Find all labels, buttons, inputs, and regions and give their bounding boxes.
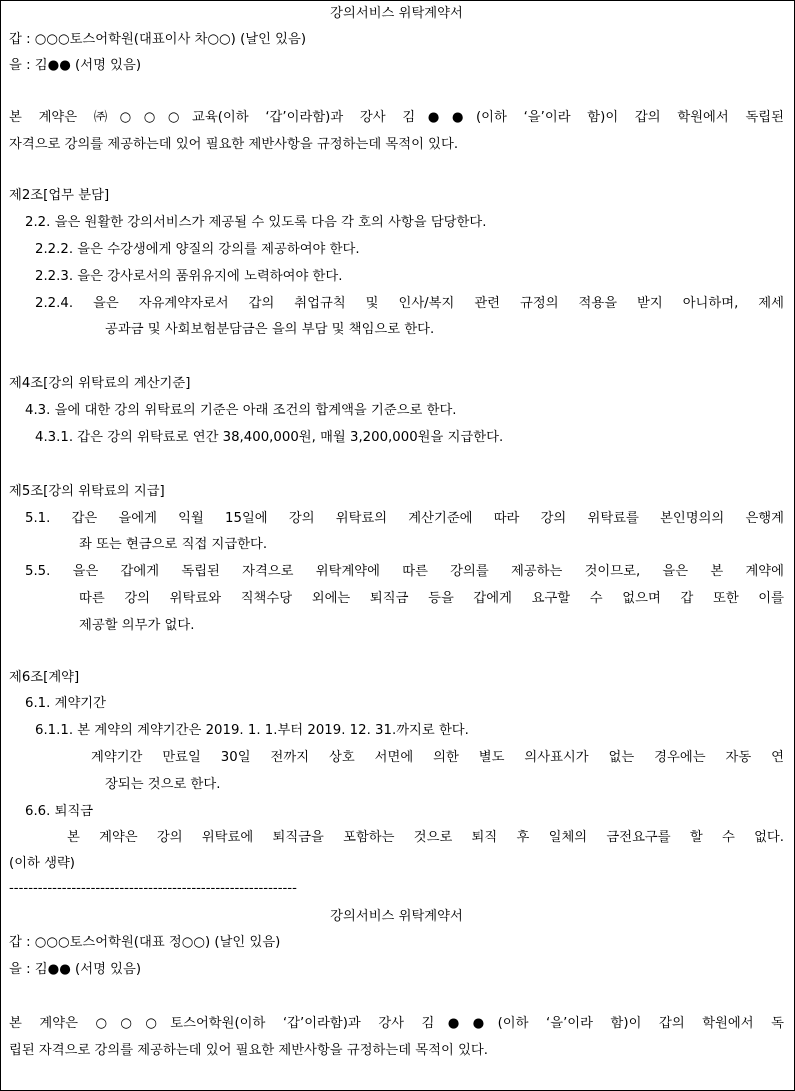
contract2-preamble-line1: 본 계약은 ○○○토스어학원(이하 ‘갑’이라함)과 강사 김●●(이하 ‘을’이라 함)이 갑의 학원에서 독 (9, 1016, 784, 1031)
article5-heading: 제5조[강의 위탁료의 지급] (9, 484, 165, 499)
clause-6-6-text: 본 계약은 강의 위탁료에 퇴직금을 포함하는 것으로 퇴직 후 일체의 금전요구를 할 수 없다. (67, 830, 784, 845)
contract1-party-b: 을 : 김●● (서명 있음) (9, 58, 142, 73)
clause-2-2-4-line1: 2.2.4. 을은 자유계약자로서 갑의 취업규칙 및 인사/복지 관련 규정의 적용을 받지 아니하며, 제세 (35, 296, 784, 311)
contract1-party-a: 갑 : ○○○토스어학원(대표이사 차○○) (날인 있음) (9, 32, 307, 47)
clause-6-1-1: 6.1.1. 본 계약의 계약기간은 2019. 1. 1.부터 2019. 12. 31.까지로 한다. (35, 723, 469, 738)
clause-5-1-line2: 좌 또는 현금으로 직접 지급한다. (79, 537, 268, 552)
article2-heading: 제2조[업무 분담] (9, 188, 110, 203)
contract2-party-b: 을 : 김●● (서명 있음) (9, 962, 142, 977)
section-separator: ------------------------------------------------------------ (9, 881, 297, 896)
clause-5-5-line3: 제공할 의무가 없다. (79, 618, 195, 633)
clause-5-1-line1: 5.1. 갑은 을에게 익월 15일에 강의 위탁료의 계산기준에 따라 강의 위탁료를 본인명의의 은행계 (25, 511, 784, 526)
clause-4-3: 4.3. 을에 대한 강의 위탁료의 기준은 아래 조건의 합계액을 기준으로 한다. (25, 403, 457, 418)
article6-heading: 제6조[계약] (9, 670, 80, 685)
omitted-note: (이하 생략) (9, 856, 75, 871)
contract2-title: 강의서비스 위탁계약서 (330, 909, 463, 924)
clause-2-2-3: 2.2.3. 을은 강사로서의 품위유지에 노력하여야 한다. (35, 269, 343, 284)
clause-6-1-renewal-line1: 계약기간 만료일 30일 전까지 상호 서면에 의한 별도 의사표시가 없는 경우에는 자동 연 (91, 750, 784, 765)
clause-2-2-2: 2.2.2. 을은 수강생에게 양질의 강의를 제공하여야 한다. (35, 242, 360, 257)
clause-4-3-1: 4.3.1. 갑은 강의 위탁료로 연간 38,400,000원, 매월 3,200,000원을 지급한다. (35, 430, 504, 445)
contract1-preamble-line1: 본 계약은 ㈜○○○교육(이하 ‘갑’이라함)과 강사 김●●(이하 ‘을’이라 함)이 갑의 학원에서 독립된 (9, 110, 784, 125)
clause-6-1-renewal-line2: 장되는 것으로 한다. (105, 777, 221, 792)
contract1-title: 강의서비스 위탁계약서 (330, 6, 463, 21)
article4-heading: 제4조[강의 위탁료의 계산기준] (9, 376, 191, 391)
contract2-preamble-line2: 립된 자격으로 강의를 제공하는데 있어 필요한 제반사항을 규정하는데 목적이 있다. (9, 1043, 488, 1058)
clause-6-1: 6.1. 계약기간 (25, 696, 106, 711)
contract2-party-a: 갑 : ○○○토스어학원(대표 정○○) (날인 있음) (9, 935, 281, 950)
clause-6-6: 6.6. 퇴직금 (25, 804, 94, 819)
clause-2-2: 2.2. 을은 원활한 강의서비스가 제공될 수 있도록 다음 각 호의 사항을 담당한다. (25, 215, 487, 230)
contract1-preamble-line2: 자격으로 강의를 제공하는데 있어 필요한 제반사항을 규정하는데 목적이 있다. (9, 137, 459, 152)
clause-2-2-4-line2: 공과금 및 사회보험분담금은 을의 부담 및 책임으로 한다. (105, 322, 435, 337)
clause-5-5-line2: 따른 강의 위탁료와 직책수당 외에는 퇴직금 등을 갑에게 요구할 수 없으며 갑 또한 이를 (79, 591, 784, 606)
clause-5-5-line1: 5.5. 을은 갑에게 독립된 자격으로 위탁계약에 따른 강의를 제공하는 것이므로, 을은 본 계약에 (25, 564, 784, 579)
